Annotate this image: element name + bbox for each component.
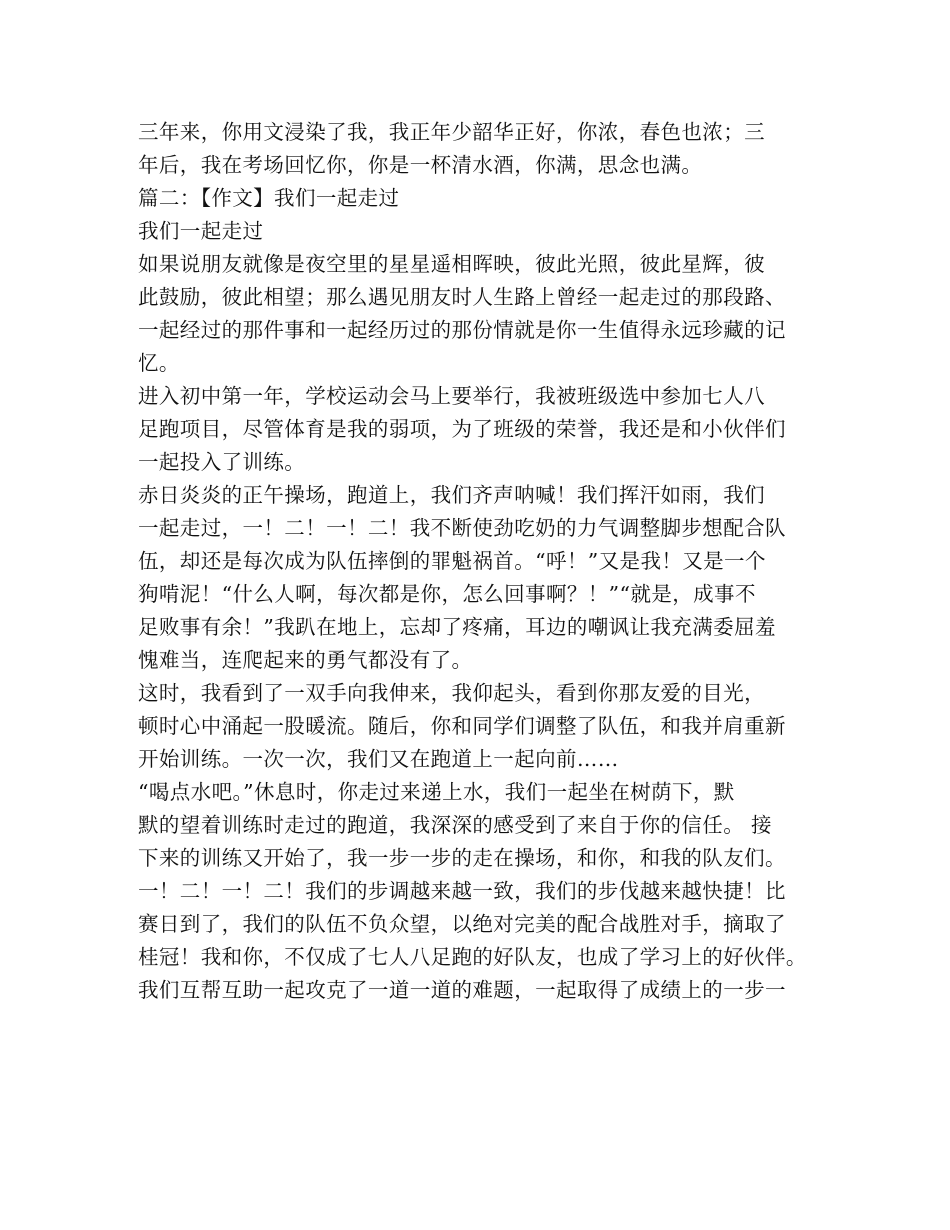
text-line: “喝点水吧。”休息时，你走过来递上水，我们一起坐在树荫下，默: [138, 780, 735, 804]
text-line: 狗啃泥！“什么人啊，每次都是你，怎么回事啊？！”“就是，成事不: [138, 582, 756, 606]
text-line: 忆。: [138, 351, 180, 375]
text-line: 三年来，你用文浸染了我，我正年少韶华正好，你浓，春色也浓；三: [138, 120, 765, 144]
text-line: 进入初中第一年，学校运动会马上要举行，我被班级选中参加七人八: [138, 384, 765, 408]
text-line: 下来的训练又开始了，我一步一步的走在操场，和你，和我的队友们。: [138, 846, 786, 870]
text-line: 一起投入了训练。: [138, 450, 306, 474]
text-line: 顿时心中涌起一股暖流。随后，你和同学们调整了队伍，和我并肩重新: [138, 714, 786, 738]
text-line: 愧难当，连爬起来的勇气都没有了。: [138, 648, 473, 672]
text-line: 足跑项目，尽管体育是我的弱项，为了班级的荣誉，我还是和小伙伴们: [138, 417, 786, 441]
text-line: 年后，我在考场回忆你，你是一杯清水酒，你满，思念也满。: [138, 153, 703, 177]
text-line: 一！二！一！二！我们的步调越来越一致，我们的步伐越来越快捷！比: [138, 879, 786, 903]
text-line: 默的望着训练时走过的跑道，我深深的感受到了来自于你的信任。 接: [138, 813, 772, 837]
text-line: 一起经过的那件事和一起经历过的那份情就是你一生值得永远珍藏的记: [138, 318, 786, 342]
text-line: 足败事有余！”我趴在地上，忘却了疼痛，耳边的嘲讽让我充满委屈羞: [138, 615, 776, 639]
text-line: 赤日炎炎的正午操场，跑道上，我们齐声呐喊！我们挥汗如雨，我们: [138, 483, 765, 507]
text-line: 一起走过，一！二！一！二！我不断使劲吃奶的力气调整脚步想配合队: [138, 516, 786, 540]
text-line: 伍，却还是每次成为队伍摔倒的罪魁祸首。“呼！”又是我！又是一个: [138, 549, 766, 573]
text-line: 桂冠！我和你，不仅成了七人八足跑的好队友，也成了学习上的好伙伴。: [138, 945, 807, 969]
text-line: 如果说朋友就像是夜空里的星星遥相晖映，彼此光照，彼此星辉，彼: [138, 252, 765, 276]
essay-title: 我们一起走过: [138, 219, 264, 243]
text-line: 此鼓励，彼此相望；那么遇见朋友时人生路上曾经一起走过的那段路、: [138, 285, 786, 309]
text-line: 这时，我看到了一双手向我伸来，我仰起头，看到你那友爱的目光，: [138, 681, 765, 705]
text-line: 我们互帮互助一起攻克了一道一道的难题，一起取得了成绩上的一步一: [138, 978, 786, 1002]
section-heading: 篇二：【作文】我们一起走过: [138, 186, 400, 210]
document-body: [138, 116, 818, 1007]
text-line: 开始训练。一次一次，我们又在跑道上一起向前……: [138, 747, 619, 771]
text-line: 赛日到了，我们的队伍不负众望，以绝对完美的配合战胜对手，摘取了: [138, 912, 786, 936]
